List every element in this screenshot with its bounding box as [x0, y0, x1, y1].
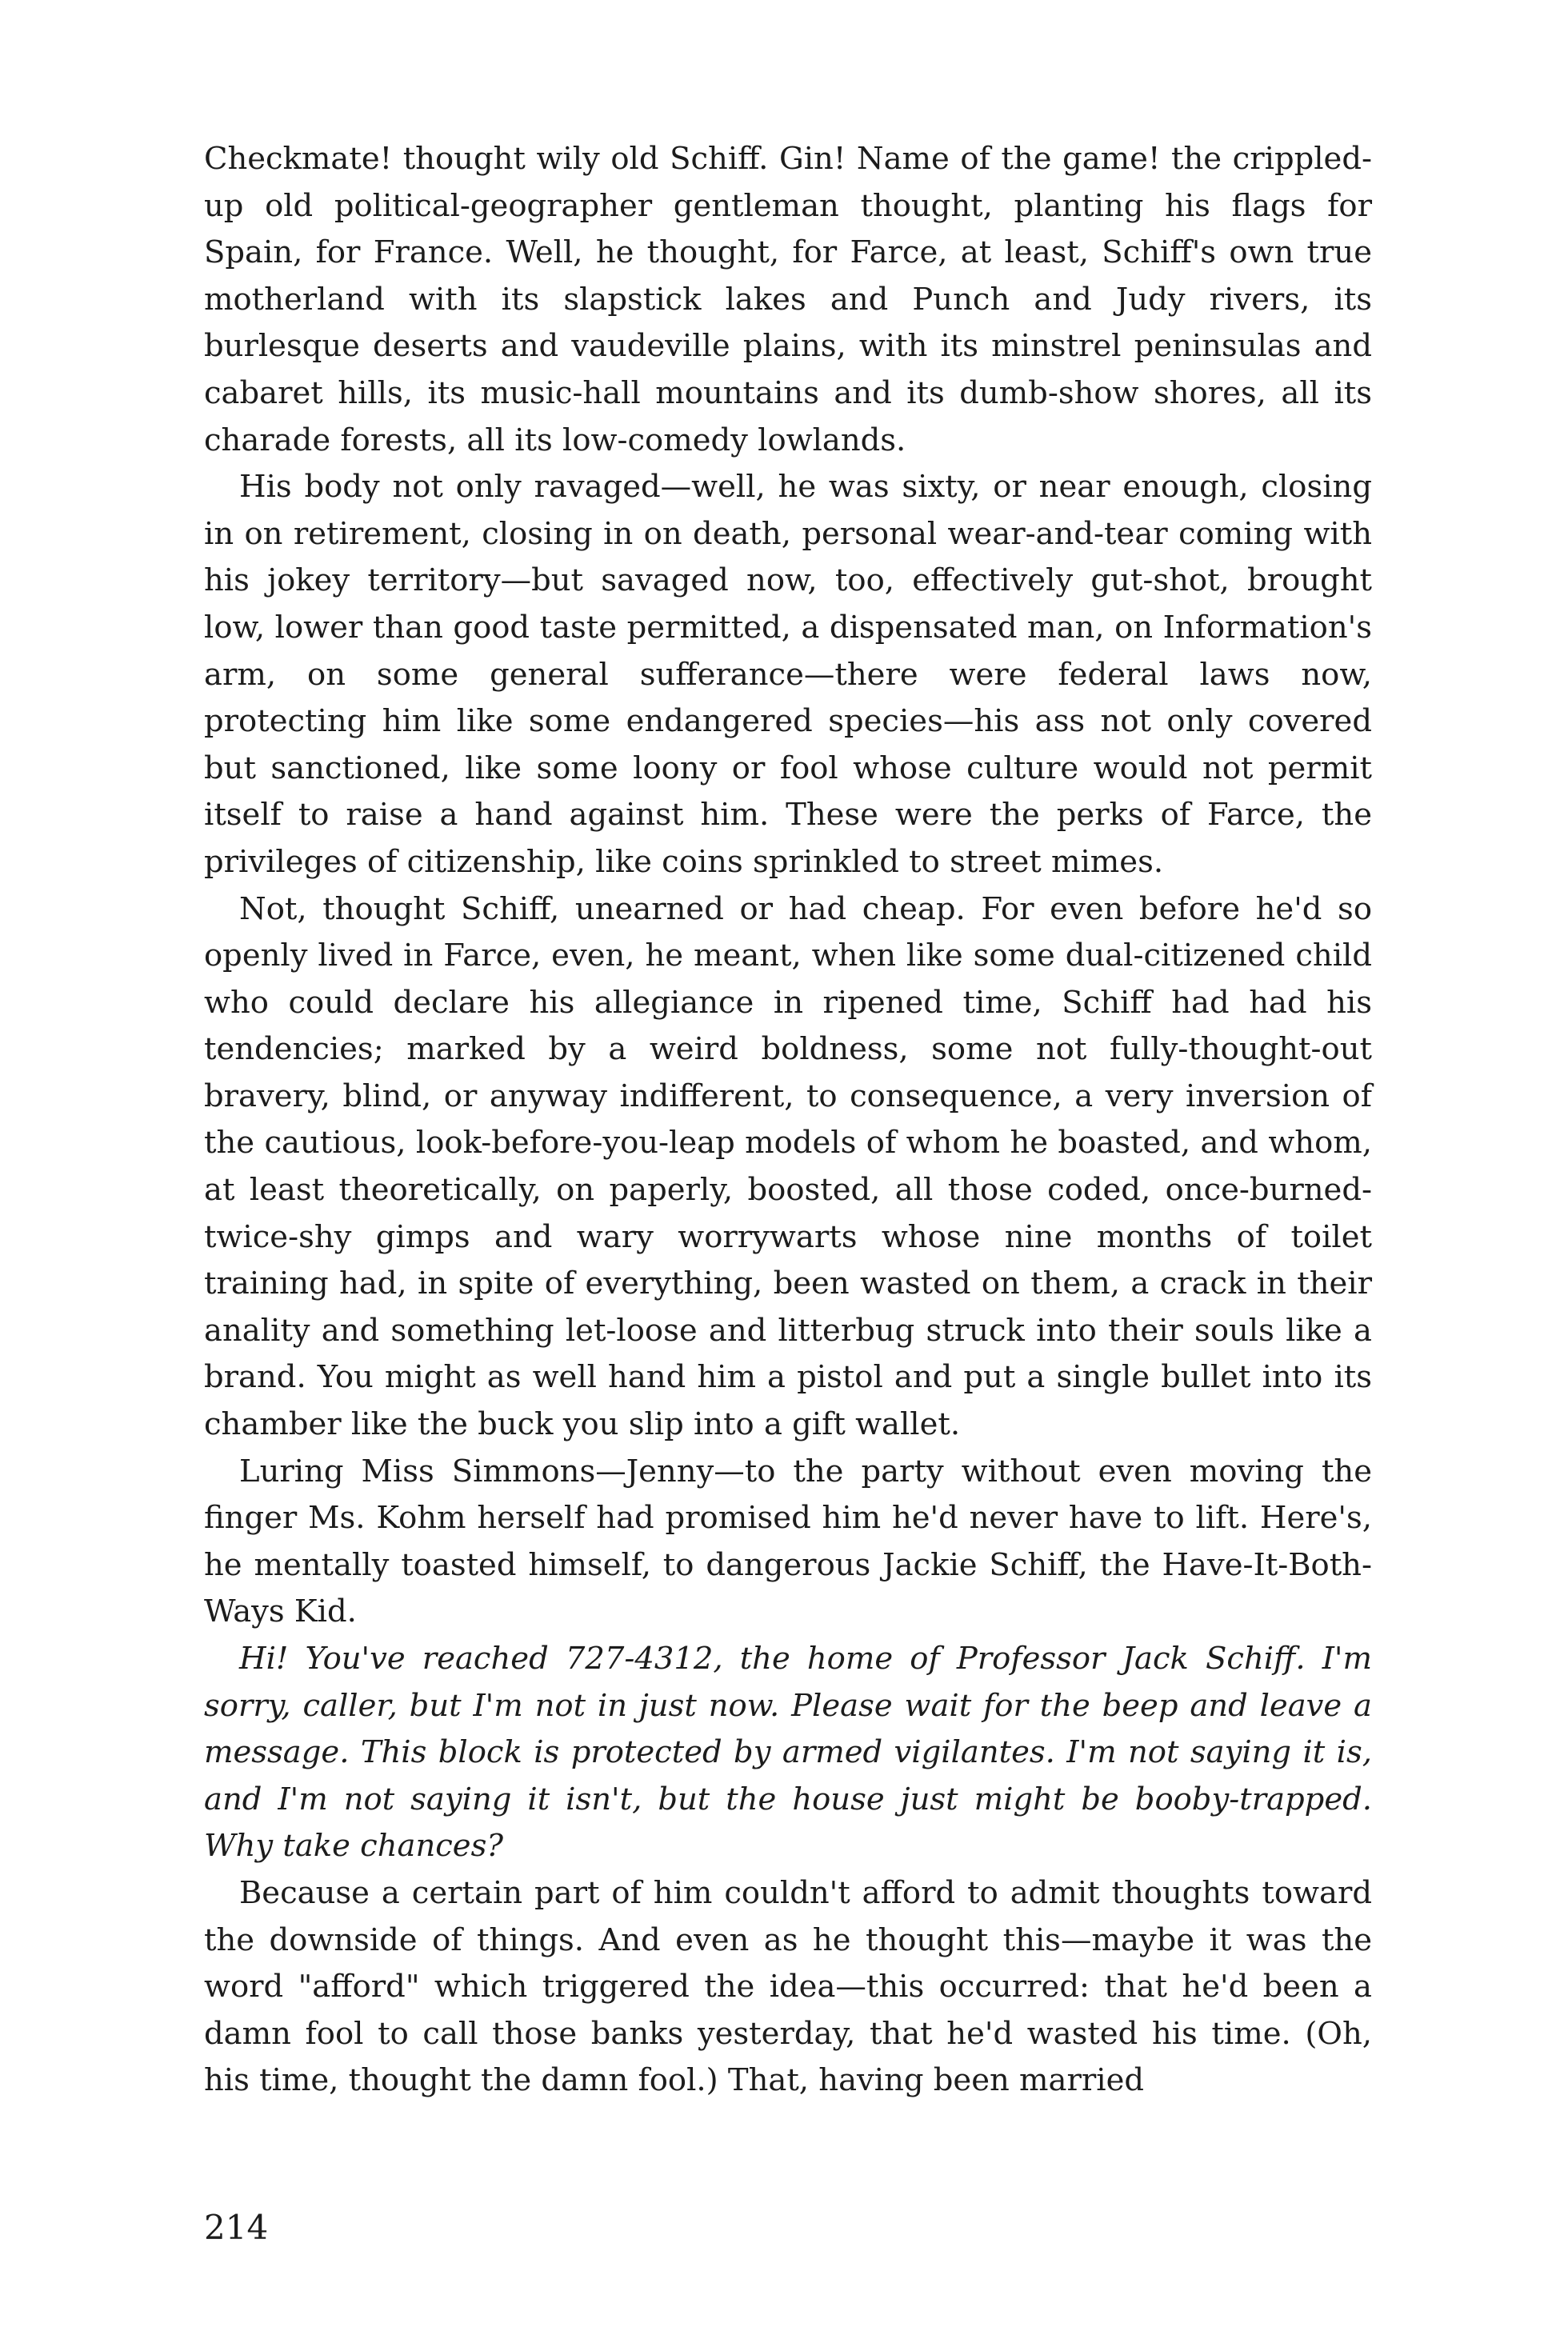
paragraph-not-unearned: Not, thought Schiff, unearned or had cheap. For even before he'd so openly lived in Farce, even, he meant, when like some dual-citizened child who could declare his allegiance in ripened time, Schiff had had his tendencies; marked by a weird boldness, some not fully-thought-out bravery, blind, or anyway indifferent, to consequence, a very inversion of the cautious, look-before-you-leap models of whom he boasted, and whom, at least theoretically, on paperly, boosted, all those coded, once-burned-twice-shy gimps and wary worrywarts whose nine months of toilet training had, in spite of everything, been wasted on them, a crack in their anality and something let-loose and litterbug struck into their souls like a brand. You might as well hand him a pistol and put a single bullet into its chamber like the buck you slip into a gift wallet.: [204, 890, 1372, 1443]
paragraph-body-ravaged: His body not only ravaged—well, he was sixty, or near enough, closing in on retirement, closing in on death, personal wear-and-tear coming with his jokey territory—but savaged now, too, effectively gut-shot, brought low, lower than good taste permitted, a dispensated man, on Information's arm, on some general sufferance—there were federal laws now, protecting him like some endangered species—his ass not only covered but sanctioned, like some loony or fool whose culture would not permit itself to raise a hand against him. These were the perks of Farce, the privileges of citizenship, like coins sprinkled to street mimes.: [204, 469, 1372, 880]
body-text: [204, 136, 1372, 2105]
paragraph-because: Because a certain part of him couldn't afford to admit thoughts toward the downside of things. And even as he thought this—maybe it was the word "afford" which triggered the idea—this occurred: that he'd been a damn fool to call those banks yesterday, that he'd wasted his time. (Oh, his time, thought the damn fool.) That, having been married: [204, 1874, 1372, 2099]
paragraph-checkmate: Checkmate! thought wily old Schiff. Gin! Name of the game! the crippled-up old political-geographer gentleman thought, planting his flags for Spain, for France. Well, he thought, for Farce, at least, Schiff's own true motherland with its slapstick lakes and Punch and Judy rivers, its burlesque deserts and vaudeville plains, with its minstrel peninsulas and cabaret hills, its music-hall mountains and its dumb-show shores, all its charade forests, all its low-comedy lowlands.: [204, 141, 1372, 458]
page-number: 214: [204, 2208, 269, 2247]
paragraph-answering-machine: Hi! You've reached 727-4312, the home of Professor Jack Schiff. I'm sorry, caller, but I'm not in just now. Please wait for the beep and leave a message. This block is protected by armed vigilantes. I'm not saying it is, and I'm not saying it isn't, but the house just might be booby-trapped. Why take chances?: [204, 1641, 1372, 1865]
paragraph-luring-miss-simmons: Luring Miss Simmons—Jenny—to the party without even moving the finger Ms. Kohm herself had promised him he'd never have to lift. Here's, he mentally toasted himself, to dangerous Jackie Schiff, the Have-It-Both-Ways Kid.: [204, 1453, 1372, 1630]
